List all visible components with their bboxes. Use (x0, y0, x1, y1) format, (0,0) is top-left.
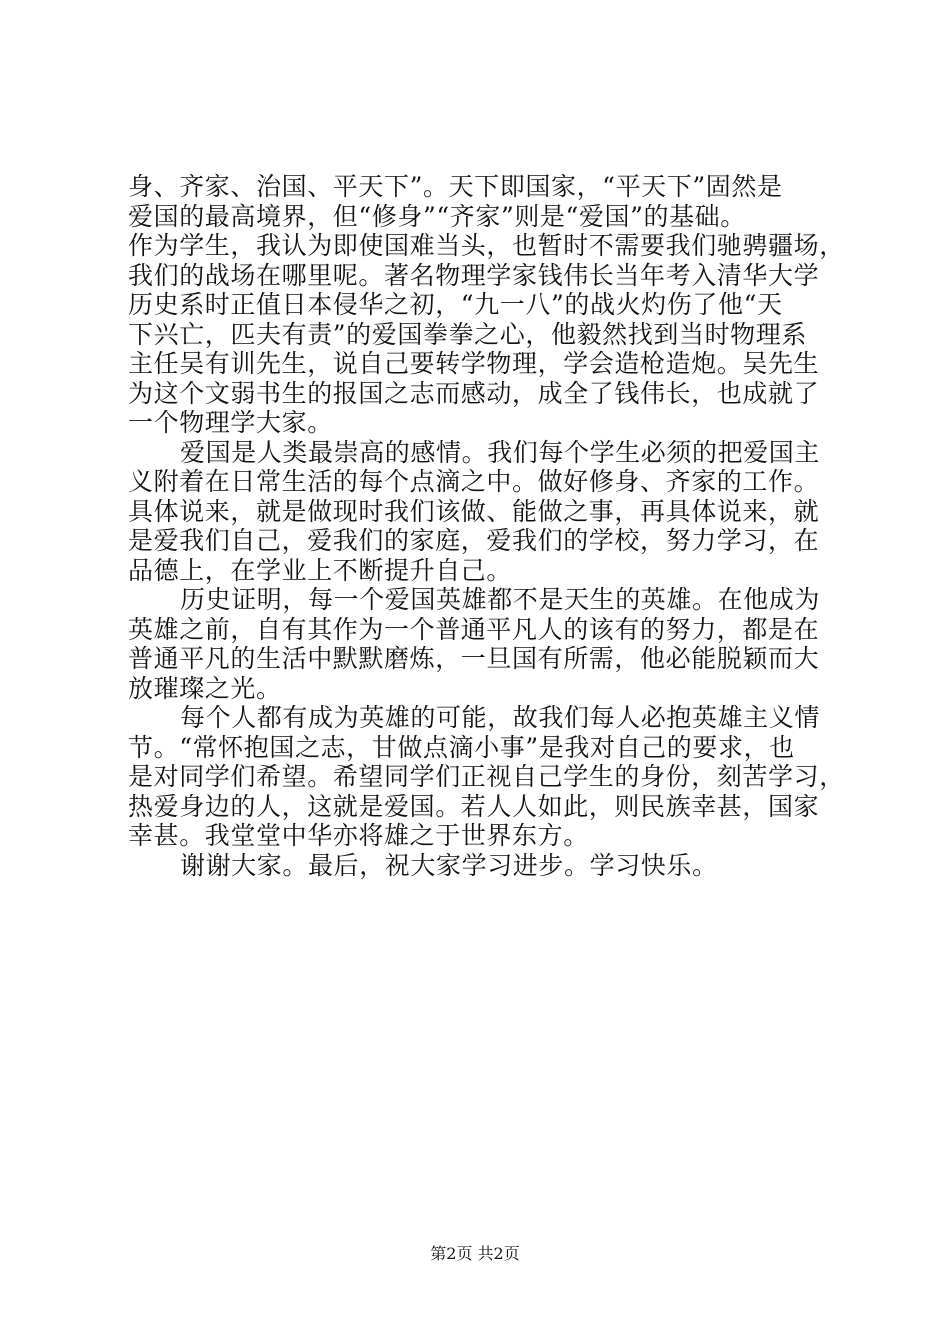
text-line: 一个物理学大家。 (128, 408, 333, 437)
text-line: 历史系时正值日本侵华之初，“九一八”的战火灼伤了他“天 (128, 290, 783, 319)
text-line: 英雄之前，自有其作为一个普通平凡人的该有的努力，都是在 (128, 614, 820, 644)
text-line: 下兴亡，匹夫有责”的爱国拳拳之心，他毅然找到当时物理系 (128, 319, 807, 349)
text-line: 作为学生，我认为即使国难当头，也暂时不需要我们驰骋疆场， (128, 231, 845, 260)
paragraph-4 (128, 703, 845, 851)
text-line: 放璀璨之光。 (128, 673, 282, 703)
text-line: 是爱我们自己，爱我们的家庭，爱我们的学校，努力学习，在 (128, 526, 820, 555)
page-footer (0, 1244, 950, 1264)
text-line: 节。“常怀抱国之志，甘做点滴小事”是我对自己的要求，也 (128, 732, 795, 762)
text-line-first: 爱国是人类最崇高的感情。我们每个学生必须的把爱国主 (180, 437, 821, 467)
text-line: 热爱身边的人，这就是爱国。若人人如此，则民族幸甚，国家 (128, 791, 820, 821)
paragraph-5 (128, 851, 828, 881)
paragraph-2 (128, 438, 828, 586)
text-line-first: 历史证明，每一个爱国英雄都不是天生的英雄。在他成为 (180, 585, 821, 614)
text-line: 普通平凡的生活中默默磨炼，一旦国有所需，他必能脱颖而大 (128, 644, 820, 673)
text-line: 为这个文弱书生的报国之志而感动，成全了钱伟长，也成就了 (128, 378, 820, 408)
text-line-first: 每个人都有成为英雄的可能，故我们每人必抱英雄主义情 (180, 703, 821, 732)
document-body (128, 172, 845, 880)
text-line: 是对同学们希望。希望同学们正视自己学生的身份，刻苦学习， (128, 762, 845, 791)
page-number-label: 第2页 共2页 (430, 1244, 520, 1263)
paragraph-3 (128, 585, 828, 703)
text-line: 身、齐家、治国、平天下”。天下即国家，“平天下”固然是 (128, 172, 783, 201)
text-line: 幸甚。我堂堂中华亦将雄之于世界东方。 (128, 821, 589, 850)
text-line: 主任吴有训先生，说自己要转学物理，学会造枪造炮。吴先生 (128, 349, 820, 378)
text-line: 爱国的最高境界，但“修身”“齐家”则是“爱国”的基础。 (128, 201, 746, 231)
text-line-first: 谢谢大家。最后，祝大家学习进步。学习快乐。 (180, 850, 718, 880)
text-line: 具体说来，就是做现时我们该做、能做之事，再具体说来，就 (128, 496, 820, 526)
text-line: 我们的战场在哪里呢。著名物理学家钱伟长当年考入清华大学 (128, 260, 820, 290)
text-line: 义附着在日常生活的每个点滴之中。做好修身、齐家的工作。 (128, 467, 820, 496)
paragraph-1 (128, 172, 845, 438)
text-line: 品德上，在学业上不断提升自己。 (128, 555, 513, 585)
